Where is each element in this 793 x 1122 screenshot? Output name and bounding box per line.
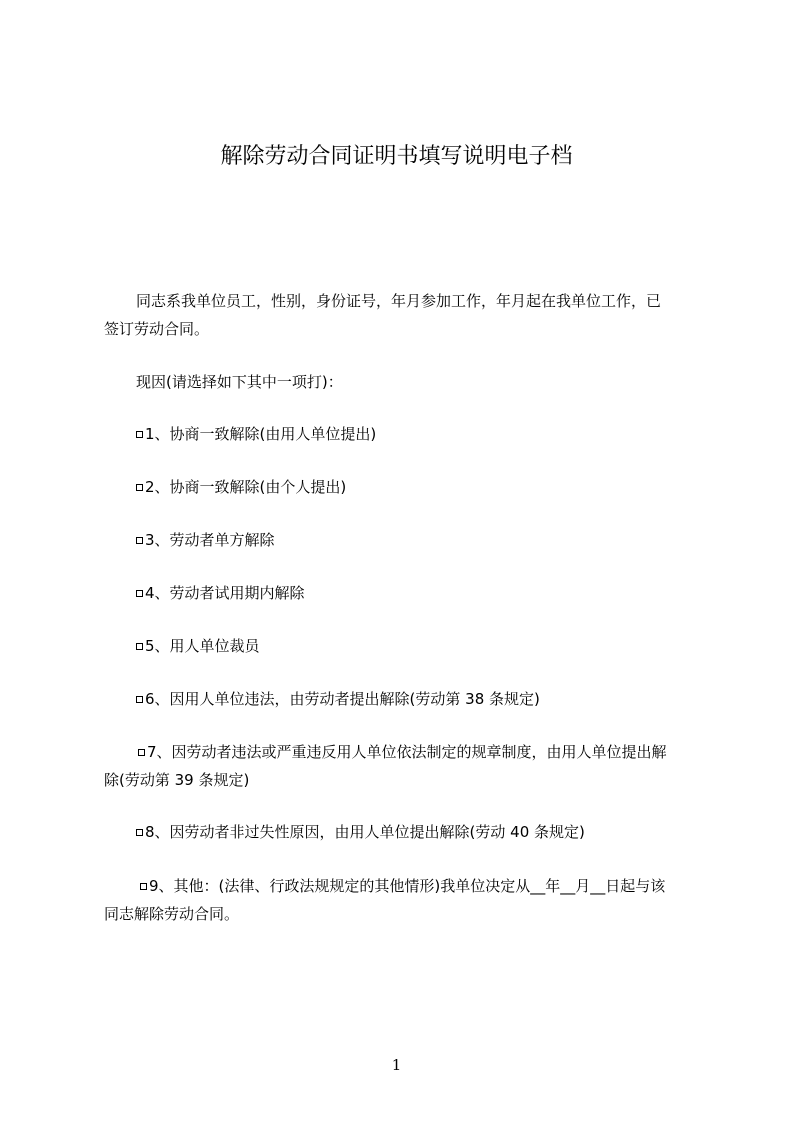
option-4[interactable]	[136, 579, 305, 607]
option-8[interactable]	[136, 818, 585, 846]
page-number: 1	[391, 1056, 402, 1074]
option-7-continuation: 除(劳动第 39 条规定)	[104, 771, 250, 789]
option-9-continuation: 同志解除劳动合同。	[104, 905, 240, 923]
option-5-label: 5、用人单位裁员	[145, 637, 260, 655]
option-8-label: 8、因劳动者非过失性原因，由用人单位提出解除(劳动 40 条规定)	[145, 823, 585, 841]
option-1-label: 1、协商一致解除(由用人单位提出)	[145, 425, 377, 443]
option-6[interactable]	[136, 685, 540, 713]
checkbox-2[interactable]	[136, 484, 143, 491]
reason-prompt: 现因(请选择如下其中一项打)：	[136, 373, 343, 391]
option-7-label-line1: 7、因劳动者违法或严重违反用人单位依法制定的规章制度，由用人单位提出解	[147, 743, 667, 761]
document-title: 解除劳动合同证明书填写说明电子档	[220, 144, 573, 169]
checkbox-5[interactable]	[136, 643, 143, 650]
option-5[interactable]	[136, 632, 260, 660]
checkbox-6[interactable]	[136, 696, 143, 703]
checkbox-1[interactable]	[136, 431, 143, 438]
option-3[interactable]	[136, 526, 275, 554]
checkbox-4[interactable]	[136, 590, 143, 597]
checkbox-7[interactable]	[138, 749, 145, 756]
intro-line-2: 签订劳动合同。	[104, 320, 210, 338]
option-6-label: 6、因用人单位违法，由劳动者提出解除(劳动第 38 条规定)	[145, 690, 540, 708]
option-7[interactable]	[138, 738, 667, 766]
option-4-label: 4、劳动者试用期内解除	[145, 584, 305, 602]
option-2[interactable]	[136, 473, 346, 501]
option-1[interactable]	[136, 420, 376, 448]
checkbox-3[interactable]	[136, 537, 143, 544]
option-3-label: 3、劳动者单方解除	[145, 531, 275, 549]
checkbox-9[interactable]	[140, 883, 147, 890]
intro-line-1: 同志系我单位员工，性别，身份证号，年月参加工作，年月起在我单位工作，已	[136, 292, 662, 310]
option-2-label: 2、协商一致解除(由个人提出)	[145, 478, 347, 496]
option-9[interactable]	[140, 872, 665, 900]
checkbox-8[interactable]	[136, 829, 143, 836]
option-9-label-line1: 9、其他：(法律、行政法规规定的其他情形)我单位决定从__年__月__日起与该	[149, 877, 666, 895]
